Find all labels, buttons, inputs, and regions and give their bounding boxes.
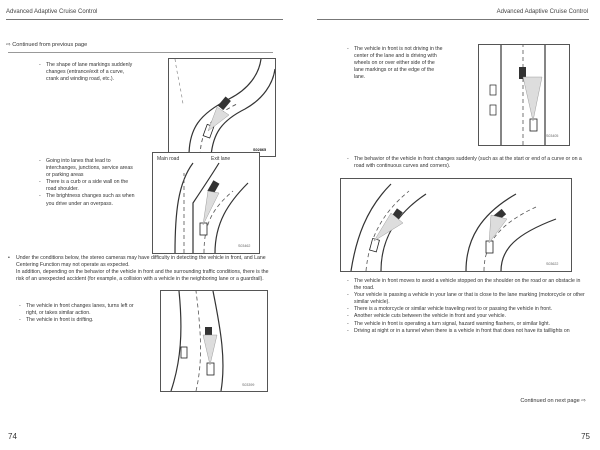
figure-exit-lane <box>152 152 260 254</box>
continued-on-next-page-link[interactable]: Continued on next page ⇨ <box>520 398 586 404</box>
figure-code: S03462 <box>238 244 251 248</box>
condition-item: - The vehicle in front changes lanes, turns left or right, or takes similar action. <box>18 303 136 317</box>
sudden-behavior-illustration <box>341 179 571 271</box>
left-header-rule <box>6 19 283 20</box>
main-road-label: Main road <box>157 156 180 162</box>
condition-item: - Your vehicle is passing a vehicle in your lane or that is close to the lane marking (motorcycle or other similar vehicle). <box>346 292 588 306</box>
section-rule <box>8 52 273 53</box>
drifting-vehicle-illustration <box>161 291 267 391</box>
left-block2 <box>38 158 138 208</box>
figure-off-center-vehicle <box>478 44 570 146</box>
figure-sudden-behavior-change <box>340 178 572 272</box>
right-block3 <box>346 278 588 335</box>
condition-item: - The behavior of the vehicle in front changes suddenly (such as at the start or end of a curve or on a road with continuous curves and corners). <box>346 156 586 170</box>
exit-lane-label: Exit lane <box>211 156 231 162</box>
figure-drifting-vehicle <box>160 290 268 392</box>
left-block1 <box>38 62 134 83</box>
condition-item: - The vehicle in front moves to avoid a vehicle stopped on the shoulder on the road or an obstacle in the road. <box>346 278 588 292</box>
figure-code: S02865 <box>253 148 267 152</box>
right-header-title: Advanced Adaptive Cruise Control <box>496 9 588 15</box>
right-block2 <box>346 156 586 170</box>
figure-code: S03622 <box>546 262 559 266</box>
right-block1 <box>346 46 444 81</box>
condition-item: - Going into lanes that lead to interchanges, junctions, service areas or parking areas <box>38 158 138 179</box>
left-header-title: Advanced Adaptive Cruise Control <box>6 9 98 15</box>
condition-item: - The vehicle in front is drifting. <box>18 317 136 324</box>
page-number-left: 74 <box>8 432 17 441</box>
figure-lane-marking-change <box>168 58 276 157</box>
condition-item: - Driving at night or in a tunnel when there is a vehicle in front that does not have its taillights on <box>346 328 588 335</box>
continued-from-previous: ⇨ Continued from previous page <box>6 42 88 48</box>
warning-intro: • Under the conditions below, the stereo cameras may have difficulty in detecting the vehicle in front, and Lane Centering Function may not operate as expected. <box>8 255 276 269</box>
left-block3-items <box>18 303 136 324</box>
condition-item: - Another vehicle cuts between the vehicle in front and your vehicle. <box>346 313 588 320</box>
curve-road-illustration <box>169 59 275 156</box>
warning-paragraph: In addition, depending on the behavior of the vehicle in front and the surrounding traffic conditions, there is the risk of an unexpected accident (for example, a collision with a vehicle in the neighboring lane or a guardrail). <box>16 269 269 283</box>
figure-code: S03405 <box>546 134 559 138</box>
exit-lane-illustration <box>153 153 259 253</box>
condition-item: - The shape of lane markings suddenly changes (entrance/exit of a curve, crank and winding road, etc.). <box>38 62 134 83</box>
left-block3 <box>8 255 276 283</box>
figure-code: S03399 <box>242 383 255 387</box>
right-header-rule <box>317 19 589 20</box>
condition-item: - There is a curb or a side wall on the road shoulder. <box>38 179 138 193</box>
page-number-right: 75 <box>581 432 590 441</box>
condition-item: - The vehicle in front is not driving in the center of the lane and is driving with wheels on or over either side of the lane markings or at the edge of the lane. <box>346 46 444 81</box>
condition-item: - The vehicle in front is operating a turn signal, hazard warning flashers, or similar light. <box>346 321 588 328</box>
off-center-vehicle-illustration <box>479 45 569 145</box>
condition-item: - The brightness changes such as when you drive under an overpass. <box>38 193 138 207</box>
condition-item: - There is a motorcycle or similar vehicle traveling next to or passing the vehicle in front. <box>346 306 588 313</box>
